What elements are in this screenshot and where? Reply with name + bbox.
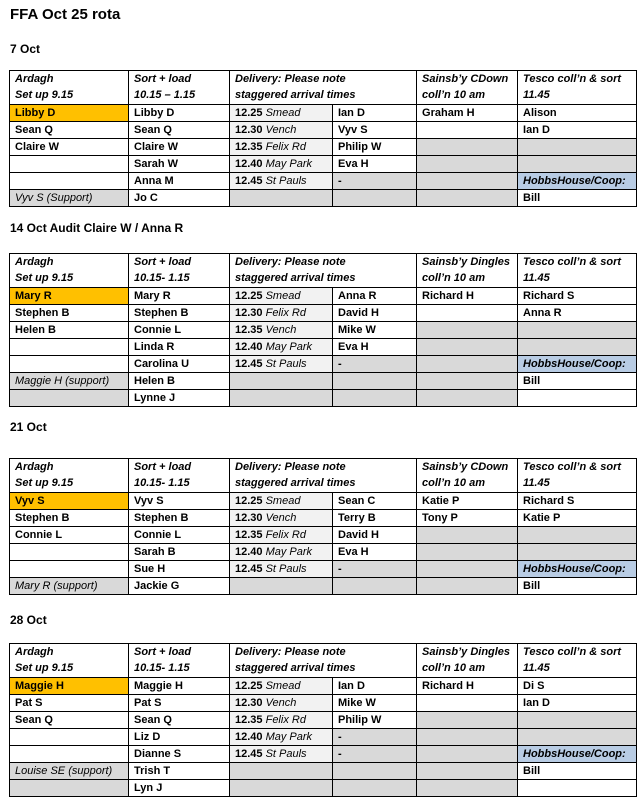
delivery-slot-cell xyxy=(230,561,333,578)
header-ardagh-line: Ardagh xyxy=(15,461,54,473)
table-row xyxy=(10,173,637,190)
delivery-slot-cell xyxy=(230,510,333,527)
table-row xyxy=(10,561,637,578)
delivery-slot-cell xyxy=(230,390,333,407)
delivery-time: 12.30 xyxy=(235,697,263,709)
header-row xyxy=(10,459,637,493)
ardagh-cell: Stephen B xyxy=(10,510,129,527)
sainsbury-cell xyxy=(417,695,518,712)
delivery-time: 12.40 xyxy=(235,158,263,170)
sort-load-cell: Helen B xyxy=(129,373,230,390)
ardagh-cell xyxy=(10,729,129,746)
delivery-place: May Park xyxy=(265,158,313,170)
delivery-place: May Park xyxy=(265,731,313,743)
driver-cell: - xyxy=(333,746,417,763)
delivery-slot-cell xyxy=(230,156,333,173)
delivery-place: Felix Rd xyxy=(265,307,306,319)
table-row xyxy=(10,390,637,407)
delivery-place: Vench xyxy=(265,124,297,136)
sainsbury-cell xyxy=(417,173,518,190)
sort-load-cell: Lynne J xyxy=(129,390,230,407)
delivery-slot-cell xyxy=(230,544,333,561)
sort-load-cell: Stephen B xyxy=(129,510,230,527)
hobbs-coop-cell: HobbsHouse/Coop: xyxy=(518,561,637,578)
header-ardagh-line: Ardagh xyxy=(15,646,54,658)
header-sort-load-line: Sort + load xyxy=(134,646,192,658)
tesco-cell xyxy=(518,156,637,173)
tesco-cell: Bill xyxy=(518,578,637,595)
tesco-cell: Ian D xyxy=(518,122,637,139)
ardagh-cell xyxy=(10,561,129,578)
delivery-slot-cell xyxy=(230,139,333,156)
sort-load-cell: Claire W xyxy=(129,139,230,156)
driver-cell: - xyxy=(333,356,417,373)
sainsbury-cell xyxy=(417,156,518,173)
table-row xyxy=(10,544,637,561)
hobbs-coop-cell: HobbsHouse/Coop: xyxy=(518,173,637,190)
delivery-time: 12.25 xyxy=(235,290,263,302)
sainsbury-cell: Richard H xyxy=(417,678,518,695)
header-sainsbury xyxy=(417,459,518,493)
header-ardagh-line: Set up 9.15 xyxy=(15,661,74,674)
ardagh-cell: Sean Q xyxy=(10,712,129,729)
header-row xyxy=(10,644,637,678)
table-row xyxy=(10,493,637,510)
delivery-time: 12.35 xyxy=(235,141,263,153)
delivery-place: May Park xyxy=(265,341,313,353)
driver-cell: Philip W xyxy=(333,712,417,729)
header-sainsbury xyxy=(417,254,518,288)
header-delivery-line: Delivery: Please note xyxy=(235,256,346,268)
table-row xyxy=(10,578,637,595)
header-row xyxy=(10,254,637,288)
header-sort-load xyxy=(129,459,230,493)
delivery-place: St Pauls xyxy=(265,748,307,760)
sort-load-cell: Libby D xyxy=(129,105,230,122)
delivery-slot-cell xyxy=(230,305,333,322)
table-row xyxy=(10,780,637,797)
header-tesco-line: 11.45 xyxy=(523,661,550,674)
header-ardagh-line: Set up 9.15 xyxy=(15,88,74,101)
header-sainsbury xyxy=(417,644,518,678)
ardagh-cell: Vyv S xyxy=(10,493,129,510)
sort-load-cell: Dianne S xyxy=(129,746,230,763)
header-delivery-line: staggered arrival times xyxy=(235,476,356,489)
header-ardagh-line: Ardagh xyxy=(15,73,54,85)
ardagh-cell: Mary R (support) xyxy=(10,578,129,595)
tesco-cell: Katie P xyxy=(518,510,637,527)
delivery-time: 12.35 xyxy=(235,324,263,336)
sort-load-cell: Liz D xyxy=(129,729,230,746)
header-tesco-line: Tesco coll’n & sort xyxy=(523,256,622,268)
ardagh-cell xyxy=(10,544,129,561)
driver-cell: Sean C xyxy=(333,493,417,510)
tesco-cell: Richard S xyxy=(518,288,637,305)
tesco-cell xyxy=(518,544,637,561)
driver-cell: Terry B xyxy=(333,510,417,527)
header-tesco-line: 11.45 xyxy=(523,88,550,101)
header-sort-load xyxy=(129,254,230,288)
sainsbury-cell xyxy=(417,729,518,746)
delivery-place: Smead xyxy=(265,680,301,692)
header-delivery xyxy=(230,71,417,105)
table-row xyxy=(10,356,637,373)
delivery-slot-cell xyxy=(230,493,333,510)
delivery-slot-cell xyxy=(230,288,333,305)
delivery-time: 12.45 xyxy=(235,563,263,575)
delivery-place: Felix Rd xyxy=(265,141,306,153)
header-row xyxy=(10,71,637,105)
sainsbury-cell xyxy=(417,544,518,561)
sort-load-cell: Sue H xyxy=(129,561,230,578)
header-sainsbury-line: coll’n 10 am xyxy=(422,271,485,284)
sort-load-cell: Stephen B xyxy=(129,305,230,322)
sort-load-cell: Sean Q xyxy=(129,122,230,139)
delivery-place: May Park xyxy=(265,546,313,558)
ardagh-cell: Pat S xyxy=(10,695,129,712)
header-delivery xyxy=(230,459,417,493)
ardagh-cell: Connie L xyxy=(10,527,129,544)
delivery-time: 12.45 xyxy=(235,358,263,370)
sainsbury-cell xyxy=(417,578,518,595)
sainsbury-cell xyxy=(417,139,518,156)
table-row xyxy=(10,527,637,544)
delivery-slot-cell xyxy=(230,322,333,339)
driver-cell: - xyxy=(333,173,417,190)
driver-cell: Mike W xyxy=(333,322,417,339)
header-ardagh xyxy=(10,459,129,493)
document-title: FFA Oct 25 rota xyxy=(10,6,121,23)
delivery-slot-cell xyxy=(230,173,333,190)
sort-load-cell: Sarah B xyxy=(129,544,230,561)
driver-cell: Philip W xyxy=(333,139,417,156)
driver-cell xyxy=(333,390,417,407)
delivery-slot-cell xyxy=(230,780,333,797)
delivery-slot-cell xyxy=(230,712,333,729)
sainsbury-cell xyxy=(417,561,518,578)
sort-load-cell: Sean Q xyxy=(129,712,230,729)
header-ardagh-line: Set up 9.15 xyxy=(15,476,74,489)
tesco-cell: Anna R xyxy=(518,305,637,322)
header-tesco xyxy=(518,254,637,288)
driver-cell xyxy=(333,373,417,390)
table-row xyxy=(10,339,637,356)
delivery-slot-cell xyxy=(230,763,333,780)
header-sainsbury-line: Sainsb’y CDown xyxy=(422,461,509,473)
sainsbury-cell xyxy=(417,527,518,544)
delivery-slot-cell xyxy=(230,695,333,712)
header-tesco-line: 11.45 xyxy=(523,271,550,284)
header-tesco-line: Tesco coll’n & sort xyxy=(523,73,622,85)
delivery-time: 12.35 xyxy=(235,529,263,541)
week-heading: 7 Oct xyxy=(10,42,41,56)
table-row xyxy=(10,156,637,173)
delivery-slot-cell xyxy=(230,373,333,390)
delivery-time: 12.30 xyxy=(235,512,263,524)
delivery-slot-cell xyxy=(230,356,333,373)
header-ardagh-line: Set up 9.15 xyxy=(15,271,74,284)
header-delivery-line: staggered arrival times xyxy=(235,661,356,674)
sort-load-cell: Pat S xyxy=(129,695,230,712)
ardagh-cell: Stephen B xyxy=(10,305,129,322)
delivery-slot-cell xyxy=(230,527,333,544)
delivery-time: 12.45 xyxy=(235,175,263,187)
header-sort-load-line: 10.15 – 1.15 xyxy=(134,88,196,101)
delivery-slot-cell xyxy=(230,578,333,595)
ardagh-cell: Louise SE (support) xyxy=(10,763,129,780)
header-sainsbury-line: Sainsb’y Dingles xyxy=(422,646,511,658)
table-row xyxy=(10,510,637,527)
delivery-place: Smead xyxy=(265,107,301,119)
table-row xyxy=(10,305,637,322)
sainsbury-cell xyxy=(417,390,518,407)
tesco-cell: Alison xyxy=(518,105,637,122)
header-tesco xyxy=(518,644,637,678)
delivery-place: Smead xyxy=(265,495,301,507)
week-heading: 21 Oct xyxy=(10,420,47,434)
sainsbury-cell xyxy=(417,190,518,207)
ardagh-cell: Libby D xyxy=(10,105,129,122)
sort-load-cell: Anna M xyxy=(129,173,230,190)
hobbs-coop-cell: HobbsHouse/Coop: xyxy=(518,356,637,373)
sainsbury-cell: Richard H xyxy=(417,288,518,305)
driver-cell xyxy=(333,190,417,207)
header-sort-load xyxy=(129,71,230,105)
table-row xyxy=(10,695,637,712)
ardagh-cell: Vyv S (Support) xyxy=(10,190,129,207)
sort-load-cell: Maggie H xyxy=(129,678,230,695)
week-heading: 14 Oct Audit Claire W / Anna R xyxy=(10,221,184,235)
tesco-cell: Bill xyxy=(518,190,637,207)
header-delivery-line: Delivery: Please note xyxy=(235,73,346,85)
tesco-cell xyxy=(518,339,637,356)
header-sort-load-line: Sort + load xyxy=(134,256,192,268)
header-delivery-line: staggered arrival times xyxy=(235,271,356,284)
tesco-cell: Ian D xyxy=(518,695,637,712)
sainsbury-cell xyxy=(417,356,518,373)
sort-load-cell: Carolina U xyxy=(129,356,230,373)
delivery-place: Vench xyxy=(265,697,297,709)
tesco-cell xyxy=(518,729,637,746)
delivery-time: 12.40 xyxy=(235,546,263,558)
driver-cell: Mike W xyxy=(333,695,417,712)
hobbs-coop-cell: HobbsHouse/Coop: xyxy=(518,746,637,763)
delivery-time: 12.35 xyxy=(235,714,263,726)
sainsbury-cell xyxy=(417,322,518,339)
delivery-place: St Pauls xyxy=(265,175,307,187)
sainsbury-cell: Katie P xyxy=(417,493,518,510)
header-ardagh-line: Ardagh xyxy=(15,256,54,268)
sort-load-cell: Jo C xyxy=(129,190,230,207)
header-ardagh xyxy=(10,644,129,678)
ardagh-cell: Claire W xyxy=(10,139,129,156)
table-row xyxy=(10,763,637,780)
header-sort-load-line: 10.15- 1.15 xyxy=(134,271,190,284)
sainsbury-cell xyxy=(417,339,518,356)
header-tesco xyxy=(518,71,637,105)
header-tesco-line: 11.45 xyxy=(523,476,550,489)
tesco-cell xyxy=(518,322,637,339)
delivery-slot-cell xyxy=(230,729,333,746)
delivery-time: 12.40 xyxy=(235,341,263,353)
driver-cell: Eva H xyxy=(333,544,417,561)
sainsbury-cell xyxy=(417,373,518,390)
driver-cell: Eva H xyxy=(333,339,417,356)
delivery-place: St Pauls xyxy=(265,563,307,575)
rota-table xyxy=(9,458,637,595)
sort-load-cell: Vyv S xyxy=(129,493,230,510)
table-row xyxy=(10,746,637,763)
header-sainsbury-line: coll’n 10 am xyxy=(422,88,485,101)
sainsbury-cell xyxy=(417,305,518,322)
week-heading: 28 Oct xyxy=(10,613,47,627)
table-row xyxy=(10,288,637,305)
sort-load-cell: Linda R xyxy=(129,339,230,356)
driver-cell: David H xyxy=(333,305,417,322)
ardagh-cell: Maggie H xyxy=(10,678,129,695)
sort-load-cell: Jackie G xyxy=(129,578,230,595)
delivery-time: 12.30 xyxy=(235,307,263,319)
delivery-slot-cell xyxy=(230,190,333,207)
ardagh-cell xyxy=(10,339,129,356)
ardagh-cell xyxy=(10,173,129,190)
delivery-place: St Pauls xyxy=(265,358,307,370)
header-delivery-line: Delivery: Please note xyxy=(235,646,346,658)
ardagh-cell xyxy=(10,356,129,373)
sort-load-cell: Connie L xyxy=(129,322,230,339)
driver-cell: David H xyxy=(333,527,417,544)
delivery-time: 12.45 xyxy=(235,748,263,760)
driver-cell: - xyxy=(333,729,417,746)
header-sort-load-line: 10.15- 1.15 xyxy=(134,661,190,674)
table-row xyxy=(10,105,637,122)
driver-cell xyxy=(333,780,417,797)
tesco-cell xyxy=(518,390,637,407)
sort-load-cell: Connie L xyxy=(129,527,230,544)
header-tesco xyxy=(518,459,637,493)
rota-table xyxy=(9,643,637,797)
delivery-slot-cell xyxy=(230,105,333,122)
driver-cell: Ian D xyxy=(333,105,417,122)
delivery-time: 12.40 xyxy=(235,731,263,743)
tesco-cell: Bill xyxy=(518,763,637,780)
tesco-cell: Di S xyxy=(518,678,637,695)
table-row xyxy=(10,190,637,207)
tesco-cell: Bill xyxy=(518,373,637,390)
driver-cell: Anna R xyxy=(333,288,417,305)
delivery-place: Vench xyxy=(265,512,297,524)
header-delivery-line: Delivery: Please note xyxy=(235,461,346,473)
sainsbury-cell: Tony P xyxy=(417,510,518,527)
delivery-time: 12.25 xyxy=(235,495,263,507)
table-row xyxy=(10,729,637,746)
delivery-place: Felix Rd xyxy=(265,714,306,726)
driver-cell xyxy=(333,763,417,780)
header-sort-load xyxy=(129,644,230,678)
sort-load-cell: Trish T xyxy=(129,763,230,780)
sainsbury-cell xyxy=(417,780,518,797)
header-sainsbury-line: Sainsb’y CDown xyxy=(422,73,509,85)
delivery-slot-cell xyxy=(230,122,333,139)
header-ardagh xyxy=(10,254,129,288)
table-row xyxy=(10,122,637,139)
header-ardagh xyxy=(10,71,129,105)
table-row xyxy=(10,373,637,390)
driver-cell: - xyxy=(333,561,417,578)
sort-load-cell: Sarah W xyxy=(129,156,230,173)
delivery-place: Vench xyxy=(265,324,297,336)
delivery-slot-cell xyxy=(230,746,333,763)
sort-load-cell: Lyn J xyxy=(129,780,230,797)
ardagh-cell xyxy=(10,780,129,797)
ardagh-cell xyxy=(10,746,129,763)
rota-table xyxy=(9,253,637,407)
driver-cell: Ian D xyxy=(333,678,417,695)
header-tesco-line: Tesco coll’n & sort xyxy=(523,461,622,473)
table-row xyxy=(10,322,637,339)
header-delivery xyxy=(230,644,417,678)
rota-table xyxy=(9,70,637,207)
header-sort-load-line: 10.15- 1.15 xyxy=(134,476,190,489)
ardagh-cell: Helen B xyxy=(10,322,129,339)
ardagh-cell xyxy=(10,390,129,407)
tesco-cell xyxy=(518,780,637,797)
driver-cell: Eva H xyxy=(333,156,417,173)
delivery-place: Smead xyxy=(265,290,301,302)
header-sainsbury xyxy=(417,71,518,105)
header-delivery xyxy=(230,254,417,288)
header-sainsbury-line: Sainsb’y Dingles xyxy=(422,256,511,268)
delivery-time: 12.25 xyxy=(235,680,263,692)
delivery-place: Felix Rd xyxy=(265,529,306,541)
table-row xyxy=(10,139,637,156)
header-tesco-line: Tesco coll’n & sort xyxy=(523,646,622,658)
header-sort-load-line: Sort + load xyxy=(134,73,192,85)
ardagh-cell: Mary R xyxy=(10,288,129,305)
header-delivery-line: staggered arrival times xyxy=(235,88,356,101)
driver-cell: Vyv S xyxy=(333,122,417,139)
sort-load-cell: Mary R xyxy=(129,288,230,305)
header-sainsbury-line: coll’n 10 am xyxy=(422,476,485,489)
sainsbury-cell xyxy=(417,763,518,780)
ardagh-cell: Maggie H (support) xyxy=(10,373,129,390)
tesco-cell xyxy=(518,139,637,156)
tesco-cell xyxy=(518,527,637,544)
delivery-time: 12.25 xyxy=(235,107,263,119)
table-row xyxy=(10,678,637,695)
delivery-slot-cell xyxy=(230,678,333,695)
header-sainsbury-line: coll’n 10 am xyxy=(422,661,485,674)
driver-cell xyxy=(333,578,417,595)
tesco-cell: Richard S xyxy=(518,493,637,510)
tesco-cell xyxy=(518,712,637,729)
header-sort-load-line: Sort + load xyxy=(134,461,192,473)
delivery-slot-cell xyxy=(230,339,333,356)
sainsbury-cell xyxy=(417,712,518,729)
sainsbury-cell xyxy=(417,122,518,139)
table-row xyxy=(10,712,637,729)
sainsbury-cell: Graham H xyxy=(417,105,518,122)
ardagh-cell: Sean Q xyxy=(10,122,129,139)
delivery-time: 12.30 xyxy=(235,124,263,136)
ardagh-cell xyxy=(10,156,129,173)
sainsbury-cell xyxy=(417,746,518,763)
